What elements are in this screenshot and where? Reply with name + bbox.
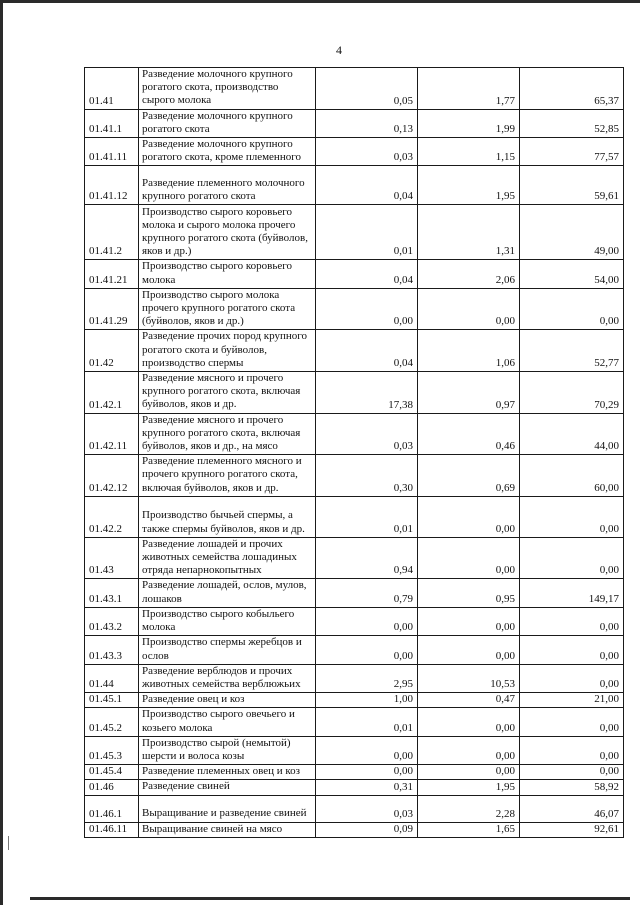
cell-name: Разведение племенного мясного и прочего крупного рогатого скота, включая буйволов, яков и др.	[139, 455, 316, 497]
cell-value-1: 0,00	[316, 288, 418, 330]
cell-value-2: 1,31	[418, 205, 520, 260]
table-row	[85, 138, 624, 166]
cell-value-3: 0,00	[520, 496, 624, 537]
classification-table	[84, 67, 624, 838]
cell-value-3: 21,00	[520, 693, 624, 708]
table-row	[85, 795, 624, 822]
table-row	[85, 664, 624, 692]
scan-left-border	[0, 0, 3, 905]
cell-code: 01.41.29	[85, 288, 139, 330]
cell-value-3: 52,85	[520, 109, 624, 137]
cell-value-1: 0,04	[316, 166, 418, 205]
cell-value-1: 0,13	[316, 109, 418, 137]
cell-name: Разведение молочного крупного рогатого скота	[139, 109, 316, 137]
cell-code: 01.45.2	[85, 708, 139, 736]
cell-value-3: 49,00	[520, 205, 624, 260]
cell-value-2: 0,00	[418, 636, 520, 664]
table-row	[85, 68, 624, 110]
cell-value-2: 0,69	[418, 455, 520, 497]
cell-value-1: 0,09	[316, 822, 418, 837]
cell-name: Производство сырой (немытой) шерсти и волоса козы	[139, 736, 316, 764]
cell-value-1: 2,95	[316, 664, 418, 692]
cell-value-3: 60,00	[520, 455, 624, 497]
cell-code: 01.41	[85, 68, 139, 110]
cell-value-3: 65,37	[520, 68, 624, 110]
cell-code: 01.41.2	[85, 205, 139, 260]
table-row	[85, 736, 624, 764]
cell-name: Разведение лошадей, ослов, мулов, лошаков	[139, 579, 316, 607]
cell-value-2: 0,00	[418, 288, 520, 330]
table-row	[85, 708, 624, 736]
cell-name: Производство сырого коровьего молока и сырого молока прочего крупного рогатого скота (буйволов, яков и др.)	[139, 205, 316, 260]
cell-name: Производство сырого молока прочего крупного рогатого скота (буйволов, яков и др.)	[139, 288, 316, 330]
table-row	[85, 765, 624, 780]
cell-value-2: 2,06	[418, 260, 520, 288]
cell-name: Разведение молочного крупного рогатого скота, производство сырого молока	[139, 68, 316, 110]
cell-value-3: 59,61	[520, 166, 624, 205]
cell-value-2: 2,28	[418, 795, 520, 822]
cell-value-2: 0,47	[418, 693, 520, 708]
cell-value-3: 70,29	[520, 372, 624, 414]
cell-value-1: 0,00	[316, 636, 418, 664]
cell-value-1: 0,04	[316, 330, 418, 372]
cell-code: 01.44	[85, 664, 139, 692]
table-row	[85, 288, 624, 330]
cell-code: 01.41.12	[85, 166, 139, 205]
cell-value-2: 1,06	[418, 330, 520, 372]
cell-code: 01.46.1	[85, 795, 139, 822]
cell-value-2: 0,97	[418, 372, 520, 414]
cell-value-1: 0,01	[316, 496, 418, 537]
cell-value-1: 1,00	[316, 693, 418, 708]
cell-value-2: 0,00	[418, 607, 520, 635]
cell-code: 01.45.3	[85, 736, 139, 764]
cell-value-2: 0,00	[418, 708, 520, 736]
cell-value-3: 52,77	[520, 330, 624, 372]
cell-name: Разведение мясного и прочего крупного рогатого скота, включая буйволов, яков и др., на мясо	[139, 413, 316, 455]
cell-value-1: 0,03	[316, 413, 418, 455]
cell-value-1: 0,00	[316, 736, 418, 764]
table-row	[85, 413, 624, 455]
scan-bottom-border	[30, 897, 630, 900]
cell-value-3: 92,61	[520, 822, 624, 837]
cell-name: Разведение племенного молочного крупного рогатого скота	[139, 166, 316, 205]
cell-code: 01.41.1	[85, 109, 139, 137]
scan-top-border	[0, 0, 640, 3]
cell-code: 01.42.1	[85, 372, 139, 414]
cell-value-3: 0,00	[520, 736, 624, 764]
cell-name: Производство сырого коровьего молока	[139, 260, 316, 288]
table-row	[85, 455, 624, 497]
cell-value-1: 0,30	[316, 455, 418, 497]
table-row	[85, 579, 624, 607]
cell-value-1: 17,38	[316, 372, 418, 414]
cell-code: 01.41.11	[85, 138, 139, 166]
table-row	[85, 780, 624, 795]
cell-value-2: 0,00	[418, 765, 520, 780]
cell-value-3: 149,17	[520, 579, 624, 607]
cell-value-2: 1,95	[418, 780, 520, 795]
cell-value-3: 0,00	[520, 607, 624, 635]
cell-code: 01.46	[85, 780, 139, 795]
cell-value-1: 0,00	[316, 607, 418, 635]
cell-code: 01.46.11	[85, 822, 139, 837]
table-row	[85, 822, 624, 837]
page-number: 4	[336, 43, 342, 57]
cell-name: Разведение племенных овец и коз	[139, 765, 316, 780]
cell-name: Разведение овец и коз	[139, 693, 316, 708]
cell-value-1: 0,31	[316, 780, 418, 795]
cell-code: 01.41.21	[85, 260, 139, 288]
cell-value-3: 0,00	[520, 765, 624, 780]
cell-code: 01.43	[85, 537, 139, 579]
cell-value-1: 0,03	[316, 795, 418, 822]
table-row	[85, 109, 624, 137]
cell-value-1: 0,04	[316, 260, 418, 288]
cell-value-3: 0,00	[520, 708, 624, 736]
cell-name: Выращивание и разведение свиней	[139, 795, 316, 822]
cell-code: 01.42.2	[85, 496, 139, 537]
cell-name: Производство сырого овечьего и козьего молока	[139, 708, 316, 736]
table-row	[85, 693, 624, 708]
table-row	[85, 636, 624, 664]
cell-name: Разведение прочих пород крупного рогатого скота и буйволов, производство спермы	[139, 330, 316, 372]
cell-value-1: 0,94	[316, 537, 418, 579]
cell-value-1: 0,01	[316, 708, 418, 736]
cell-value-2: 1,99	[418, 109, 520, 137]
cell-name: Производство сырого кобыльего молока	[139, 607, 316, 635]
cell-value-3: 0,00	[520, 664, 624, 692]
cell-code: 01.43.3	[85, 636, 139, 664]
cell-code: 01.43.1	[85, 579, 139, 607]
table-row	[85, 607, 624, 635]
cell-value-3: 0,00	[520, 537, 624, 579]
cell-name: Разведение свиней	[139, 780, 316, 795]
cell-value-2: 0,95	[418, 579, 520, 607]
cell-value-3: 46,07	[520, 795, 624, 822]
cell-value-1: 0,01	[316, 205, 418, 260]
cell-value-2: 1,15	[418, 138, 520, 166]
table-body	[85, 68, 624, 838]
cell-value-3: 58,92	[520, 780, 624, 795]
cell-code: 01.42	[85, 330, 139, 372]
cell-value-3: 77,57	[520, 138, 624, 166]
cell-name: Производство спермы жеребцов и ослов	[139, 636, 316, 664]
cell-value-2: 1,95	[418, 166, 520, 205]
cell-value-2: 10,53	[418, 664, 520, 692]
cell-value-1: 0,03	[316, 138, 418, 166]
cell-code: 01.45.1	[85, 693, 139, 708]
table-row	[85, 260, 624, 288]
cell-value-3: 44,00	[520, 413, 624, 455]
cell-value-3: 0,00	[520, 636, 624, 664]
table-row	[85, 372, 624, 414]
cell-value-2: 0,00	[418, 736, 520, 764]
cell-code: 01.45.4	[85, 765, 139, 780]
cell-value-2: 0,00	[418, 537, 520, 579]
cell-name: Разведение верблюдов и прочих животных семейства верблюжьих	[139, 664, 316, 692]
cell-name: Производство бычьей спермы, а также спермы буйволов, яков и др.	[139, 496, 316, 537]
cell-value-2: 1,65	[418, 822, 520, 837]
cell-value-3: 0,00	[520, 288, 624, 330]
table-row	[85, 496, 624, 537]
cell-name: Выращивание свиней на мясо	[139, 822, 316, 837]
table-row	[85, 330, 624, 372]
table-row	[85, 205, 624, 260]
cell-code: 01.42.11	[85, 413, 139, 455]
cell-name: Разведение молочного крупного рогатого скота, кроме племенного	[139, 138, 316, 166]
cell-value-1: 0,00	[316, 765, 418, 780]
cell-value-1: 0,79	[316, 579, 418, 607]
cell-value-1: 0,05	[316, 68, 418, 110]
cell-name: Разведение лошадей и прочих животных семейства лошадиных отряда непарнокопытных	[139, 537, 316, 579]
table-row	[85, 537, 624, 579]
cell-code: 01.42.12	[85, 455, 139, 497]
cell-code: 01.43.2	[85, 607, 139, 635]
cell-value-3: 54,00	[520, 260, 624, 288]
cell-value-2: 0,46	[418, 413, 520, 455]
scan-margin-mark	[8, 836, 9, 850]
cell-value-2: 1,77	[418, 68, 520, 110]
cell-name: Разведение мясного и прочего крупного рогатого скота, включая буйволов, яков и др.	[139, 372, 316, 414]
cell-value-2: 0,00	[418, 496, 520, 537]
table-row	[85, 166, 624, 205]
